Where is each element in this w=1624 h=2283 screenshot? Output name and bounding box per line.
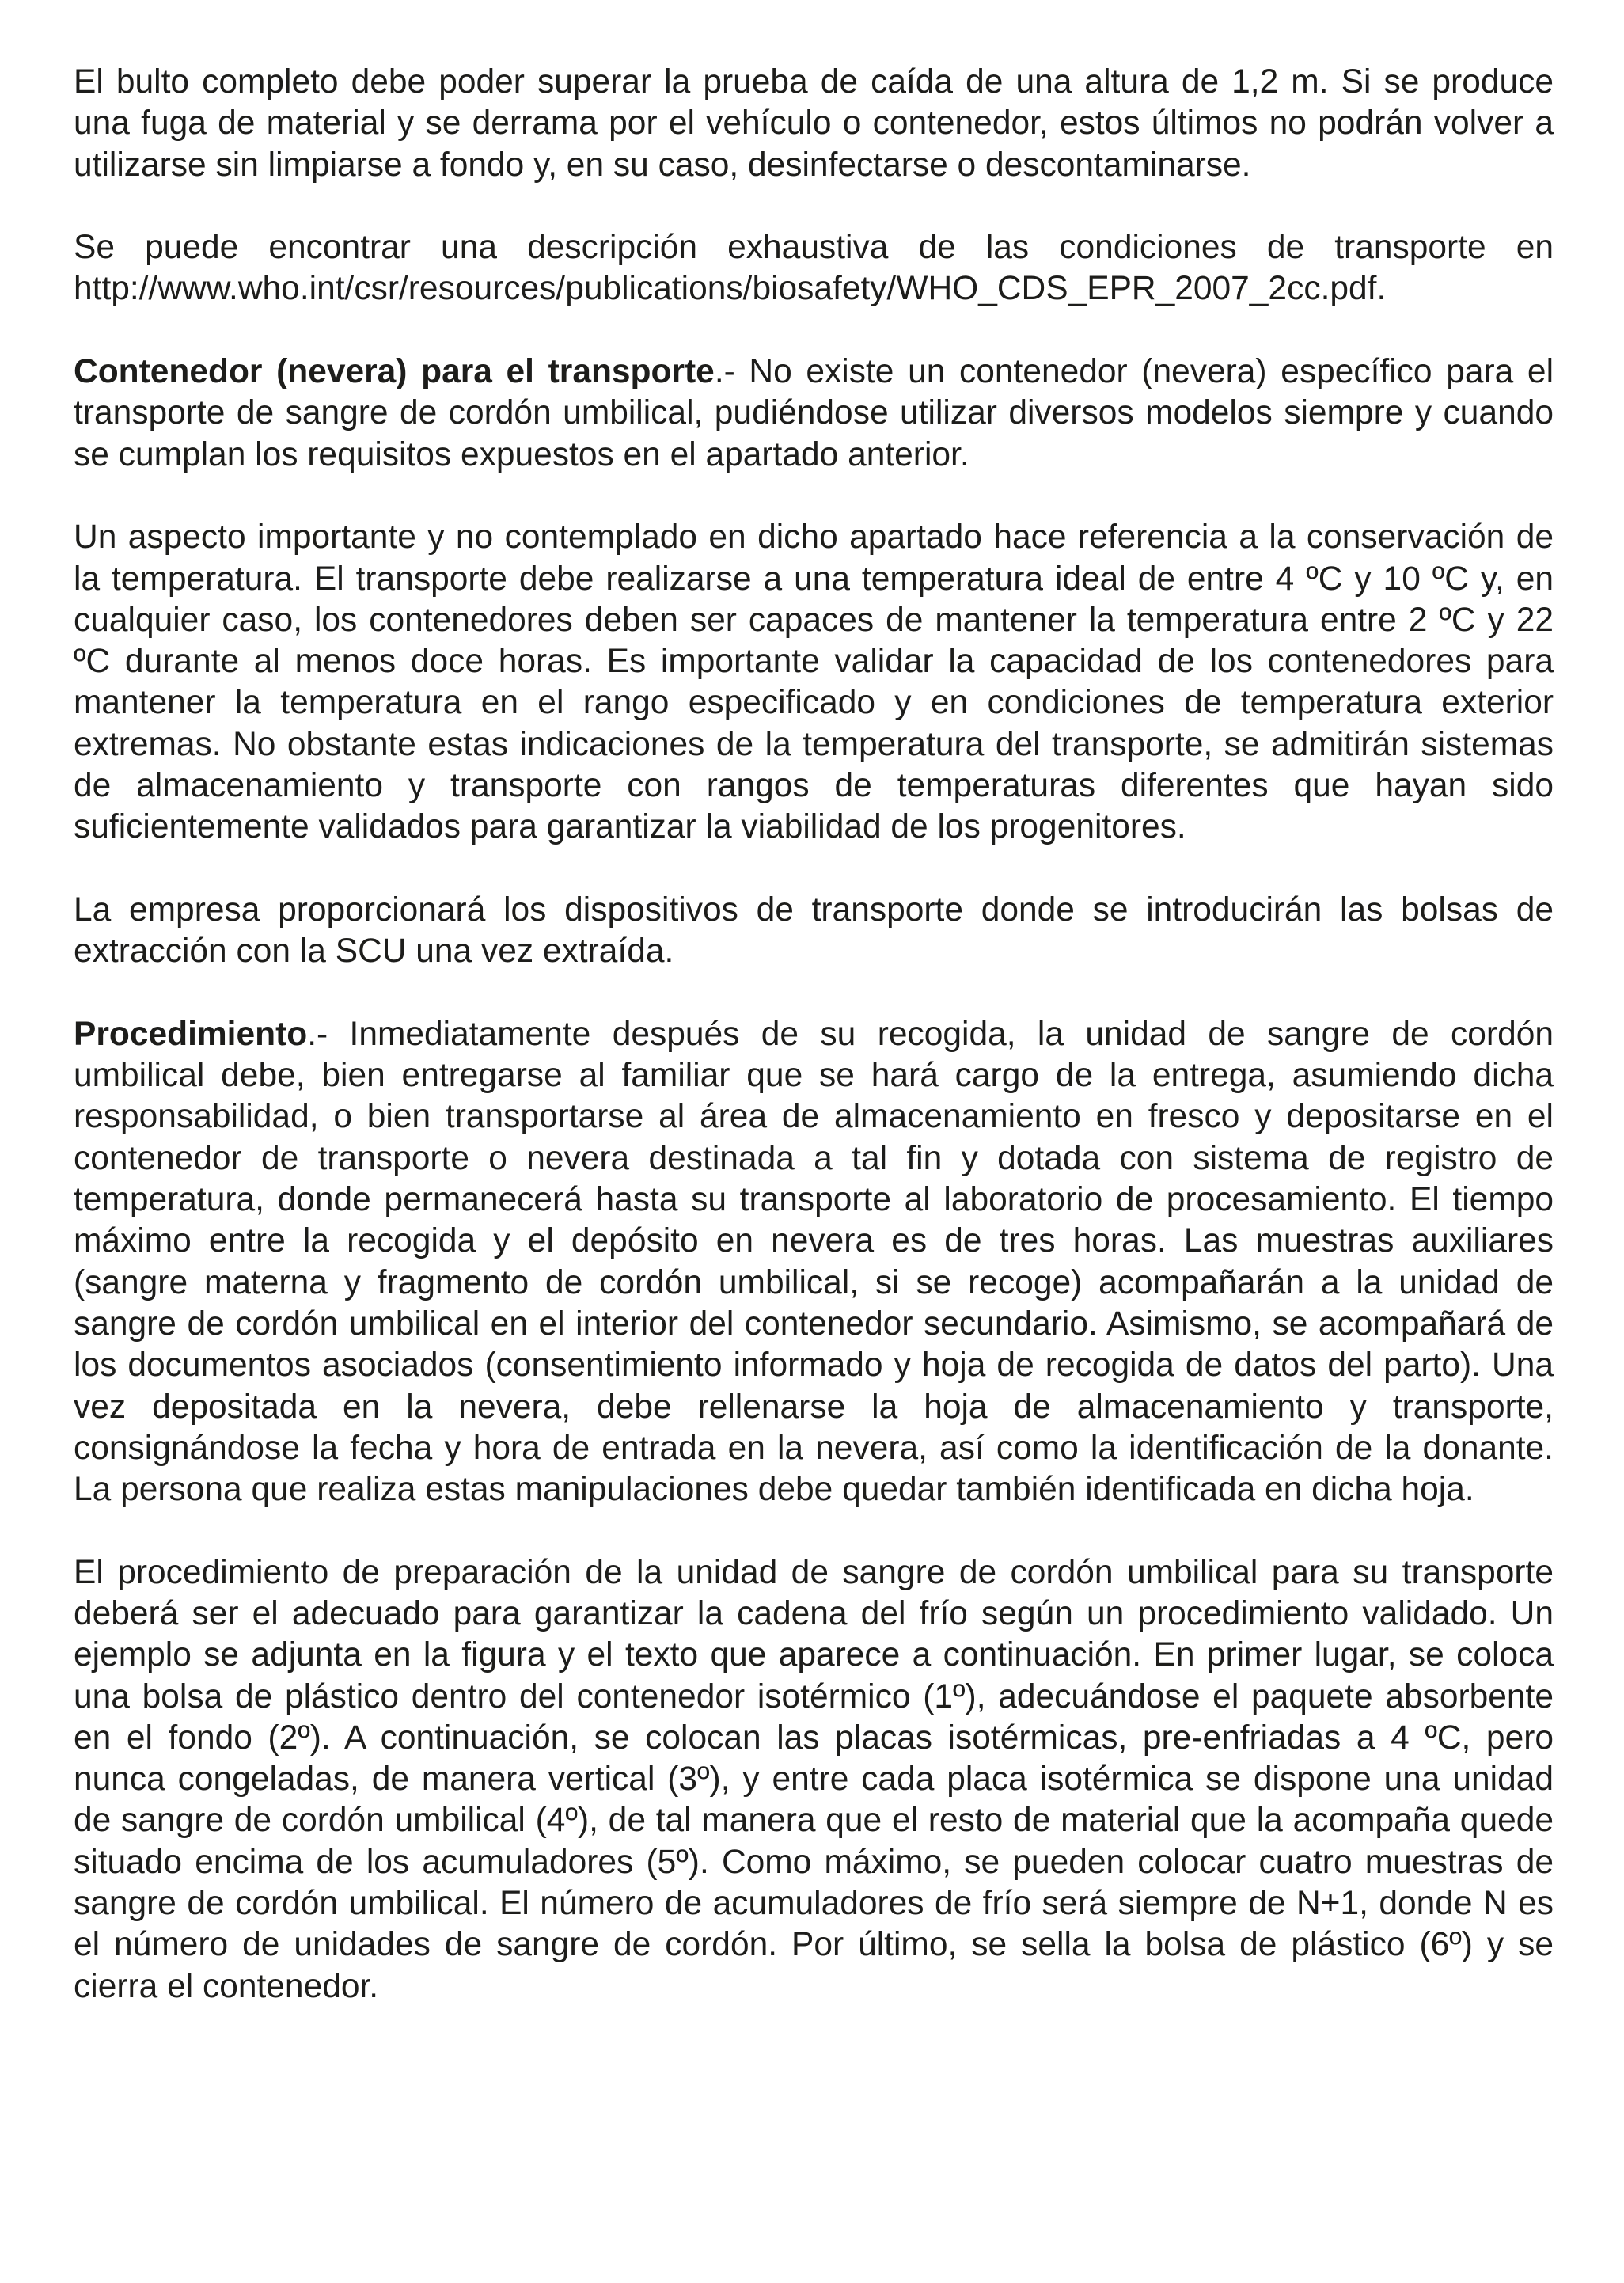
paragraph-preparation [74, 1552, 1554, 2008]
document-page [74, 62, 1554, 2049]
paragraph-heading: Contenedor (nevera) para el transporte [74, 353, 715, 391]
paragraph-transport-conditions [74, 227, 1554, 310]
paragraph-text: El bulto completo debe poder superar la prueba de caída de una altura de 1,2 m. Si se produce una fuga de material y se derrama por el vehículo o contenedor, estos últimos no podrán volver a utilizarse sin limpiarse a fondo y, en su caso, desinfectarse o descontaminarse. [74, 63, 1554, 184]
paragraph-text: Se puede encontrar una descripción exhaustiva de las condiciones de transporte en http://www.who.int/csr/resources/publications/biosafety/WHO_CDS_EPR_2007_2cc.pdf. [74, 229, 1554, 308]
paragraph-heading: Procedimiento [74, 1015, 308, 1053]
paragraph-company-devices [74, 890, 1554, 973]
paragraph-text: El procedimiento de preparación de la unidad de sangre de cordón umbilical para su transporte deberá ser el adecuado para garantizar la cadena del frío según un procedimiento validado. Un ejemplo se adjunta en la figura y el texto que aparece a continuación. En primer lugar, se coloca una bolsa de plástico dentro del contenedor isotérmico (1º), adecuándose el paquete absorbente en el fondo (2º). A continuación, se colocan las placas isotérmicas, pre-enfriadas a 4 ºC, pero nunca congeladas, de manera vertical (3º), y entre cada placa isotérmica se dispone una unidad de sangre de cordón umbilical (4º), de tal manera que el resto de material que la acompaña quede situado encima de los acumuladores (5º). Como máximo, se pueden colocar cuatro muestras de sangre de cordón umbilical. El número de acumuladores de frío será siempre de N+1, donde N es el número de unidades de sangre de cordón. Por último, se sella la bolsa de plástico (6º) y se cierra el contenedor. [74, 1553, 1554, 2005]
paragraph-text: Un aspecto importante y no contemplado en dicho apartado hace referencia a la conservación de la temperatura. El transporte debe realizarse a una temperatura ideal de entre 4 ºC y 10 ºC y, en cualquier caso, los contenedores deben ser capaces de mantener la temperatura entre 2 ºC y 22 ºC durante al menos doce horas. Es importante validar la capacidad de los contenedores para mantener la temperatura en el rango especificado y en condiciones de temperatura exterior extremas. No obstante estas indicaciones de la temperatura del transporte, se admitirán sistemas de almacenamiento y transporte con rangos de temperaturas diferentes que hayan sido suficientemente validados para garantizar la viabilidad de los progenitores. [74, 519, 1554, 846]
paragraph-container [74, 351, 1554, 476]
paragraph-temperature [74, 517, 1554, 848]
paragraph-text: La empresa proporcionará los dispositivos de transporte donde se introducirán las bolsas de extracción con la SCU una vez extraída. [74, 891, 1554, 971]
paragraph-procedure [74, 1014, 1554, 1511]
paragraph-text: .- Inmediatamente después de su recogida, la unidad de sangre de cordón umbilical debe, bien entregarse al familiar que se hará cargo de la entrega, asumiendo dicha responsabilidad, o bien transportarse al área de almacenamiento en fresco y depositarse en el contenedor de transporte o nevera destinada a tal fin y dotada con sistema de registro de temperatura, donde permanecerá hasta su transporte al laboratorio de procesamiento. El tiempo máximo entre la recogida y el depósito en nevera es de tres horas. Las muestras auxiliares (sangre materna y fragmento de cordón umbilical, si se recoge) acompañarán a la unidad de sangre de cordón umbilical en el interior del contenedor secundario. Asimismo, se acompañará de los documentos asociados (consentimiento informado y hoja de recogida de datos del parto). Una vez depositada en la nevera, debe rellenarse la hoja de almacenamiento y transporte, consignándose la fecha y hora de entrada en la nevera, así como la identificación de la donante. La persona que realiza estas manipulaciones debe quedar también identificada en dicha hoja. [74, 1015, 1554, 1509]
paragraph-drop-test [74, 62, 1554, 186]
paragraph-text: .- No existe un contenedor (nevera) específico para el transporte de sangre de cordón umbilical, pudiéndose utilizar diversos modelos siempre y cuando se cumplan los requisitos expuestos en el apartado anterior. [74, 353, 1554, 473]
